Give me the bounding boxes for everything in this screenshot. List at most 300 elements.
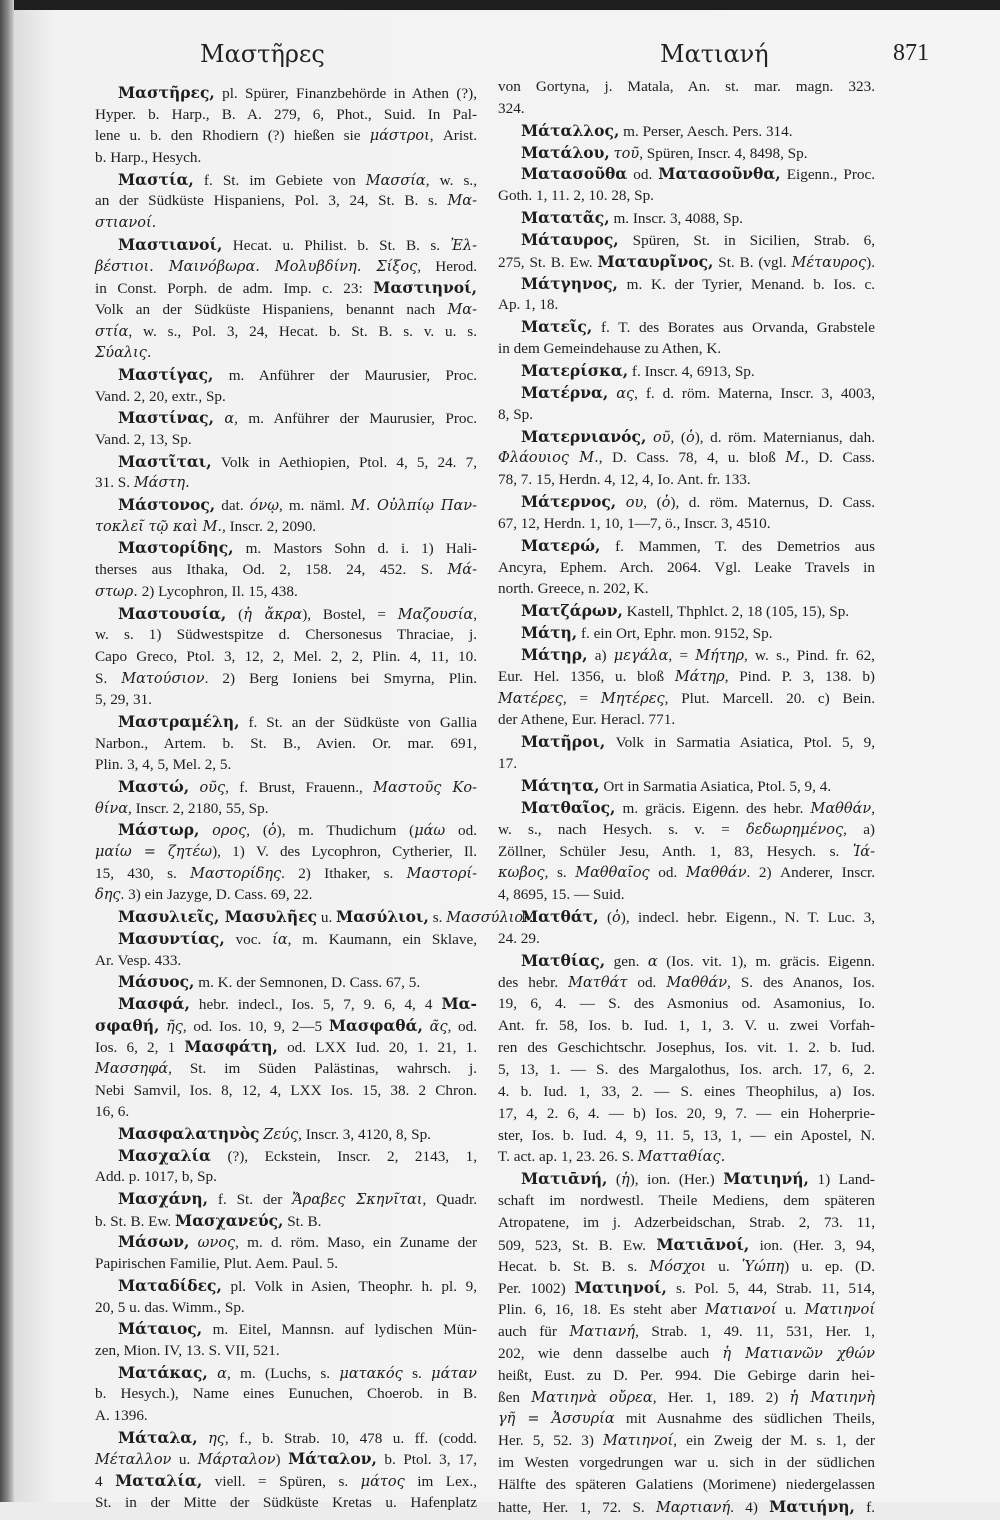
text-line bbox=[95, 429, 477, 451]
body-text: b. Hesych.), Name eines Eunuchen, Choerob. in B. bbox=[95, 1385, 477, 1403]
headword: Μα- bbox=[441, 993, 477, 1013]
body-text: Atropatene, im j. Adzerbeidschan, Strab. 2, 73. 11, bbox=[498, 1213, 875, 1231]
body-text: 67, 12, Herdn. 1, 10, 1—7, ö., Inscr. 3, 4510. bbox=[498, 514, 771, 532]
text-line bbox=[498, 1408, 875, 1430]
text-line bbox=[95, 1448, 477, 1470]
body-text: 2) Lycophron, Il. 15, 438. bbox=[137, 582, 298, 600]
text-line bbox=[95, 1101, 477, 1123]
text-line bbox=[498, 1256, 875, 1278]
text-line bbox=[498, 1277, 875, 1299]
greek-italic-text: Μ. Οὐλπίῳ Παν- bbox=[350, 498, 477, 515]
headword: Ματθαῖος, bbox=[521, 797, 616, 817]
text-line bbox=[498, 294, 875, 316]
headword: Μαστῆρες, bbox=[118, 83, 215, 102]
body-text: w. s. 1) Südwestspitze d. Chersonesus Thraciae, j. bbox=[95, 626, 477, 644]
text-line bbox=[95, 472, 477, 494]
text-line bbox=[498, 1059, 875, 1081]
body-text: , m. (Luchs, s. bbox=[226, 1364, 340, 1382]
body-text: , w. s., bbox=[425, 171, 477, 189]
body-text: 509, 523, St. B. Ew. bbox=[498, 1236, 657, 1254]
body-text: ), d. röm. Maternianus, dah. bbox=[694, 428, 875, 446]
body-text: , Inscr. 3, 4120, 8, Sp. bbox=[298, 1126, 431, 1143]
greek-italic-text: τοῦ bbox=[613, 145, 640, 162]
greek-italic-text: Μαζουσία bbox=[397, 606, 474, 623]
greek-italic-text: Ἐλ- bbox=[450, 237, 477, 254]
body-text: (Ios. vit. 1), m. gräcis. Eigenn. bbox=[657, 952, 875, 970]
body-text: , Spüren, Inscr. 4, 8498, Sp. bbox=[639, 144, 808, 162]
text-line bbox=[498, 644, 875, 666]
body-text: 31. S. bbox=[95, 474, 134, 492]
greek-italic-text: μεγάλα bbox=[613, 647, 669, 664]
greek-italic-text: Ὑώπη bbox=[741, 1258, 785, 1275]
greek-italic-text: τοκλεῖ τῷ καὶ Μ. bbox=[95, 518, 223, 535]
greek-italic-text: στιανοί. bbox=[95, 215, 157, 232]
body-text: f. Mammen, T. des Demetrios aus bbox=[600, 537, 875, 555]
text-line bbox=[498, 535, 875, 557]
text-line bbox=[95, 1015, 477, 1037]
text-line bbox=[95, 190, 477, 212]
text-line bbox=[95, 1492, 477, 1514]
greek-italic-text: Μάτηρ bbox=[674, 668, 725, 685]
text-line bbox=[498, 753, 875, 775]
text-line bbox=[498, 1037, 875, 1059]
body-text bbox=[616, 494, 626, 511]
headword: Μασυλιεῖς, Μασυλῆες bbox=[118, 907, 318, 927]
greek-italic-text: Μαθθάν bbox=[666, 974, 728, 991]
body-text: gen. bbox=[605, 952, 648, 970]
body-text: hatte, Her. 1, 72. S. bbox=[498, 1498, 656, 1516]
body-text: , Quadr. bbox=[422, 1191, 477, 1209]
greek-italic-text: μάω bbox=[414, 823, 446, 840]
body-text: 4, 8695, 15. — Suid. bbox=[498, 886, 625, 904]
text-line bbox=[498, 447, 875, 469]
headword: Μάτητα, bbox=[521, 776, 600, 795]
text-line bbox=[498, 1474, 875, 1496]
body-text: ) u. ep. (D. bbox=[784, 1257, 876, 1275]
greek-italic-text: Ματιανή bbox=[569, 1324, 636, 1341]
text-line bbox=[498, 185, 875, 207]
greek-italic-text: Ματούσιον bbox=[121, 670, 205, 687]
greek-italic-text: Ἄραβες Σκηνῖται bbox=[292, 1192, 423, 1209]
text-line bbox=[498, 426, 875, 448]
body-text: , ( bbox=[670, 428, 686, 446]
text-line bbox=[95, 798, 477, 820]
body-text: A. 1396. bbox=[95, 1406, 148, 1424]
text-line bbox=[95, 234, 477, 256]
headword: Ματθίας, bbox=[521, 950, 606, 970]
text-line bbox=[498, 1015, 875, 1037]
body-text bbox=[199, 822, 212, 839]
body-text: ) bbox=[275, 1451, 289, 1469]
text-line bbox=[498, 1452, 875, 1474]
body-text: heißt, Eust. zu D. Per. 994. Die Gebirge darin hei- bbox=[498, 1366, 875, 1384]
body-text: , w. s., Pol. 3, 24, Hecat. b. St. B. s. v. u. s. bbox=[128, 322, 477, 340]
body-text: b. St. B. Ew. bbox=[95, 1212, 176, 1230]
greek-italic-text: στωρ. bbox=[95, 583, 138, 600]
body-text: f. T. des Borates aus Orvanda, Grabstele bbox=[592, 319, 875, 337]
greek-italic-text: μάτος bbox=[360, 1474, 405, 1490]
text-line bbox=[498, 513, 875, 535]
text-line bbox=[498, 1190, 875, 1212]
greek-italic-text: ἡ Ματιανῶν χθών bbox=[722, 1345, 875, 1362]
body-text: T. act. ap. 1, 23. 26. S. bbox=[498, 1148, 638, 1166]
headword: Μασχαλία bbox=[118, 1145, 211, 1165]
body-text: von Gortyna, j. Matala, An. st. mar. magn. 323. bbox=[498, 78, 875, 95]
greek-italic-text: Μάστη. bbox=[133, 475, 190, 492]
body-text: Her. 5, 52. 3) bbox=[498, 1432, 603, 1450]
greek-italic-text: δης bbox=[95, 887, 121, 904]
text-line bbox=[95, 104, 477, 126]
headword: Μασχανεύς, bbox=[175, 1210, 284, 1230]
text-line bbox=[95, 321, 477, 343]
body-text: , D. Cass. 78, 4, u. bloß bbox=[598, 449, 786, 467]
greek-italic-text: Μέταλλον bbox=[95, 1452, 172, 1469]
text-line bbox=[498, 316, 875, 338]
text-line bbox=[95, 581, 477, 603]
body-text: f. Inscr. 4, 6913, Sp. bbox=[628, 362, 755, 380]
greek-italic-text: Ματιηνοί bbox=[602, 1433, 674, 1450]
body-text: , s. bbox=[544, 864, 576, 882]
text-line bbox=[95, 1362, 477, 1384]
text-line bbox=[498, 709, 875, 731]
greek-italic-text: α bbox=[647, 953, 658, 970]
text-line bbox=[95, 1231, 477, 1253]
body-text: , f. Brust, Frauenn., bbox=[225, 779, 374, 796]
text-line bbox=[95, 212, 477, 234]
body-text: u. bbox=[706, 1257, 742, 1275]
body-text: f. St. im Gebiete von bbox=[193, 171, 366, 189]
text-line bbox=[498, 1365, 875, 1387]
body-text: Goth. 1, 11. 2, 10. 28, Sp. bbox=[498, 187, 654, 205]
body-text: Capo Greco, Ptol. 3, 12, 2, Mel. 2, 2, Plin. 4, 11, 10. bbox=[95, 647, 477, 665]
text-line bbox=[95, 147, 477, 169]
body-text: , bbox=[473, 605, 478, 623]
greek-italic-text: μάστροι bbox=[369, 128, 430, 145]
greek-italic-text: Μαθθαῖος bbox=[575, 865, 650, 882]
greek-italic-text: Ματταθίας. bbox=[637, 1149, 726, 1166]
text-line bbox=[95, 277, 477, 299]
body-text: pl. Spürer, Finanzbehörde in Athen (?), bbox=[214, 85, 477, 102]
greek-italic-text: Μαστορί- bbox=[406, 865, 477, 882]
text-line bbox=[95, 711, 477, 733]
body-text: des hebr. bbox=[498, 973, 569, 991]
body-text: ), ion. (Her.) bbox=[629, 1171, 724, 1189]
body-text: , m. d. röm. Maso, ein Zuname der bbox=[235, 1234, 477, 1252]
body-text: f. St. der bbox=[208, 1191, 293, 1209]
body-text: in dem Gemeindehause zu Athen, K. bbox=[498, 340, 722, 358]
body-text: 78, 7. 15, Herdn. 4, 12, 4, Io. Ant. fr. 133. bbox=[498, 471, 751, 489]
body-text: viell. = Spüren, s. bbox=[202, 1473, 361, 1490]
headword: Ματασοῦνθα, bbox=[658, 164, 781, 184]
body-text: in Const. Porph. de adm. Imp. c. 23: bbox=[95, 280, 374, 298]
text-line bbox=[95, 516, 477, 538]
greek-italic-text: Μά- bbox=[447, 562, 477, 579]
headword: Μάσυος, bbox=[118, 972, 195, 992]
headword: Ματάκας, bbox=[118, 1362, 208, 1382]
body-text: voc. bbox=[224, 930, 273, 948]
page-number: 871 bbox=[893, 40, 929, 66]
greek-italic-text: βέστιοι. Μαινόβωρα. Μολυβδίνη. Σίξος bbox=[95, 258, 418, 275]
body-text: Volk an der Südküste Hispaniens, benannt nach bbox=[95, 300, 448, 318]
headword: Ματιηνοί, bbox=[574, 1278, 667, 1298]
greek-italic-text: ὁ bbox=[685, 429, 695, 446]
body-text: 16, 6. bbox=[95, 1103, 130, 1121]
body-text: , Strab. 1, 49. 11, 531, Her. 1, bbox=[635, 1323, 875, 1341]
body-text: Plin. 3, 4, 5, Mel. 2, 5. bbox=[95, 756, 232, 774]
greek-italic-text: στία bbox=[95, 323, 129, 340]
text-line bbox=[498, 557, 875, 579]
body-text: m. K. der Tyrier, Menand. b. Ios. c. bbox=[617, 275, 875, 293]
text-line bbox=[498, 360, 875, 382]
text-line bbox=[498, 382, 875, 404]
greek-italic-text: όνῳ bbox=[249, 498, 280, 515]
text-line bbox=[498, 775, 875, 797]
text-line bbox=[498, 1081, 875, 1103]
text-line bbox=[498, 469, 875, 491]
body-text: , Herod. bbox=[417, 257, 477, 275]
body-text bbox=[214, 410, 224, 427]
body-text: ), d. röm. Maternus, D. Cass. bbox=[670, 494, 876, 512]
greek-italic-text: Ματέρες bbox=[498, 690, 563, 707]
body-text: Ort in Sarmatia Asiatica, Ptol. 5, 9, 4. bbox=[599, 778, 832, 795]
body-text: therses aus Ithaka, Od. 2, 158. 24, 452. S. bbox=[95, 561, 448, 579]
body-text: , ( bbox=[643, 494, 662, 512]
body-text: Per. 1002) bbox=[498, 1280, 575, 1298]
greek-italic-text: Μ. bbox=[785, 450, 805, 467]
headword: Ματθάτ, bbox=[521, 907, 599, 927]
text-line bbox=[498, 273, 875, 295]
text-line bbox=[498, 1146, 875, 1168]
greek-italic-text: Μασσύλιοι. bbox=[446, 910, 534, 927]
greek-italic-text: Σύαλις. bbox=[95, 345, 152, 362]
body-text: Kastell, Thphlct. 2, 18 (105, 15), Sp. bbox=[622, 603, 850, 621]
body-text: 19, 6, 4. — S. des Asmonius od. Asamonius, Io. bbox=[498, 995, 875, 1013]
greek-italic-text: α bbox=[224, 411, 235, 428]
body-text: Eigenn., Proc. bbox=[780, 166, 876, 184]
text-line bbox=[498, 491, 875, 513]
text-line bbox=[95, 342, 477, 364]
greek-italic-text: Μα- bbox=[447, 193, 477, 210]
greek-italic-text: ὁ bbox=[612, 910, 621, 927]
greek-italic-text: Μητέρες bbox=[600, 690, 665, 707]
text-line bbox=[95, 646, 477, 668]
text-line bbox=[95, 364, 477, 386]
body-text: ßen bbox=[498, 1388, 532, 1406]
greek-italic-text: ἡ bbox=[621, 1172, 630, 1189]
body-text: od. bbox=[649, 864, 686, 882]
headword: Μαστίγας, bbox=[118, 364, 214, 384]
body-text: St. B. (vgl. bbox=[713, 253, 792, 271]
body-text: 15, 430, s. bbox=[95, 864, 191, 882]
body-text: , a) bbox=[843, 820, 875, 838]
body-text: , w. s., Pind. fr. 62, bbox=[744, 646, 875, 664]
body-text: schaft im nordwestl. Theile Mediens, dem späteren bbox=[498, 1192, 875, 1210]
body-text: Plin. 6, 16, 18. Es steht aber bbox=[498, 1301, 706, 1319]
text-line bbox=[95, 1318, 477, 1340]
body-text: s. bbox=[428, 909, 447, 927]
greek-italic-text: α bbox=[217, 1365, 227, 1382]
headword: σφαθή, bbox=[95, 1015, 160, 1035]
headword: Μάτη, bbox=[521, 623, 578, 643]
body-text: . 3) ein Jazyge, D. Cass. 69, 22. bbox=[120, 886, 313, 904]
body-text: Vand. 2, 20, extr., Sp. bbox=[95, 387, 226, 405]
greek-italic-text: θίνα bbox=[95, 800, 129, 817]
body-text: ster, Ios. b. Iud. 4, 9, 11. 5, 13, 1, — ein Apostel, N. bbox=[498, 1126, 875, 1144]
body-text: mit Ausnahme des südlichen Theils, bbox=[614, 1410, 875, 1428]
text-line bbox=[95, 1405, 477, 1427]
body-text: , ( bbox=[246, 822, 268, 840]
body-text: im Lex., bbox=[404, 1473, 477, 1490]
headword: Μάσων, bbox=[118, 1232, 190, 1252]
body-text: m. gräcis. Eigenn. des hebr. bbox=[615, 799, 811, 817]
headword: Ματασοῦθα bbox=[521, 164, 628, 184]
body-text: . 2) Anderer, Inscr. bbox=[746, 864, 875, 882]
body-text: north. Greece, n. 202, K. bbox=[498, 580, 649, 598]
body-text: 8, Sp. bbox=[498, 405, 534, 423]
text-line bbox=[95, 971, 477, 993]
headword: Μαστραμέλη, bbox=[118, 711, 240, 731]
headword: Μάταλον, bbox=[288, 1449, 377, 1469]
body-text: , m. Kaumann, ein Sklave, bbox=[287, 930, 477, 948]
text-line bbox=[498, 1321, 875, 1343]
headword: Ματαλία, bbox=[115, 1471, 203, 1490]
body-text: Ar. Vesp. 433. bbox=[95, 951, 182, 969]
body-text: ), m. Thudichum ( bbox=[276, 822, 415, 840]
text-line bbox=[498, 1168, 875, 1190]
text-line bbox=[95, 1080, 477, 1102]
body-text: Papirischen Familie, Plut. Aem. Paul. 5. bbox=[95, 1255, 338, 1273]
headword: Ματιηνή, bbox=[723, 1169, 809, 1189]
greek-italic-text: Ματιηνοί bbox=[804, 1302, 876, 1319]
text-line bbox=[498, 578, 875, 600]
text-line bbox=[95, 668, 477, 690]
greek-italic-text: ὁ bbox=[267, 823, 277, 840]
text-line bbox=[498, 1299, 875, 1321]
text-line bbox=[498, 338, 875, 360]
text-line bbox=[95, 906, 534, 928]
headword: Μαστώ, bbox=[118, 777, 190, 796]
body-text bbox=[208, 1365, 217, 1382]
body-text: od. bbox=[627, 973, 667, 991]
body-text: 324. bbox=[498, 99, 525, 117]
body-text: ( bbox=[607, 1171, 621, 1189]
greek-italic-text: ωνος bbox=[197, 1235, 236, 1252]
text-line bbox=[95, 1275, 477, 1297]
text-line bbox=[498, 1234, 875, 1256]
body-text: , f., b. Strab. 10, 478 u. ff. (codd. bbox=[224, 1429, 478, 1447]
headword: Μάταλλος, bbox=[521, 120, 620, 140]
text-line bbox=[95, 1340, 477, 1362]
headword: Μάτηρ, bbox=[521, 644, 588, 664]
body-text: Hecat. u. Philist. b. St. B. s. bbox=[222, 236, 451, 254]
headword: Ματέρνα, bbox=[521, 382, 609, 402]
body-text: Add. p. 1017, b, Sp. bbox=[95, 1168, 217, 1186]
body-text: Narbon., Artem. b. St. B., Avien. Or. mar. 691, bbox=[95, 734, 477, 752]
headword: Μάτερνος, bbox=[521, 492, 617, 512]
body-text: s. bbox=[402, 1364, 432, 1382]
headword: Μάτγηνος, bbox=[521, 273, 618, 293]
greek-italic-text: Μάρταλον bbox=[197, 1452, 276, 1469]
headword: Ματζάρων, bbox=[521, 601, 623, 621]
headword: Μάταιος, bbox=[118, 1319, 203, 1339]
text-line bbox=[95, 1058, 477, 1080]
text-line bbox=[95, 82, 477, 104]
body-text bbox=[189, 779, 199, 796]
body-text: Zöllner, Schüler Jesu, Anth. 1, 83, Hesych. s. bbox=[498, 842, 853, 860]
body-text: u. bbox=[317, 909, 337, 927]
body-text: , St. im Süden Palästinas, wahrsch. j. bbox=[168, 1059, 477, 1077]
body-text: 1) Land- bbox=[808, 1171, 875, 1189]
text-line bbox=[498, 1125, 875, 1147]
body-text: b. Ptol. 3, 17, bbox=[376, 1451, 478, 1469]
text-line bbox=[498, 76, 875, 98]
headword: Μασυντίας, bbox=[118, 928, 225, 948]
text-line bbox=[498, 120, 875, 142]
body-text: , = bbox=[668, 646, 696, 664]
headword: Μαστιανοί, bbox=[118, 234, 223, 254]
body-text: der Athene, Eur. Heracl. 771. bbox=[498, 711, 676, 729]
text-line bbox=[95, 733, 477, 755]
text-line bbox=[498, 163, 875, 185]
text-line bbox=[498, 404, 875, 426]
text-line bbox=[498, 229, 875, 251]
body-text: f. St. an der Südküste von Gallia bbox=[239, 713, 477, 731]
headword: Ματάλου, bbox=[521, 142, 610, 162]
body-text bbox=[423, 1018, 430, 1035]
headword: Ματαυρῖνος, bbox=[597, 251, 714, 271]
body-text: ion. (Her. 3, 94, bbox=[749, 1236, 875, 1254]
text-line bbox=[498, 1212, 875, 1234]
text-line bbox=[498, 731, 875, 753]
text-line bbox=[498, 207, 875, 229]
body-text: , Plut. Marcell. 20. c) Bein. bbox=[664, 689, 876, 707]
greek-italic-text: ου bbox=[625, 495, 644, 512]
body-text: 202, wie denn dasselbe auch bbox=[498, 1344, 723, 1362]
text-line bbox=[498, 1496, 875, 1518]
headword: Ματῆροι, bbox=[521, 732, 606, 752]
text-line bbox=[95, 494, 477, 516]
body-text: Spüren, St. in Sicilien, Strab. 6, bbox=[618, 231, 875, 249]
text-line bbox=[498, 622, 875, 644]
text-line bbox=[498, 1343, 875, 1365]
body-text: ), indecl. hebr. Eigenn., N. T. Luc. 3, bbox=[620, 909, 875, 927]
greek-italic-text: Μα- bbox=[447, 301, 477, 318]
headword: Μασφαλατηνὸς bbox=[118, 1124, 260, 1143]
headword: Ματερνιανός, bbox=[521, 426, 647, 446]
body-text: . 2) Ithaker, s. bbox=[281, 864, 407, 882]
body-text bbox=[189, 1234, 197, 1251]
greek-italic-text: ματακός bbox=[339, 1365, 403, 1382]
headword: Μασύλιοι, bbox=[336, 907, 429, 927]
text-line bbox=[95, 537, 477, 559]
running-head-left: Μαστῆρες bbox=[200, 40, 325, 68]
body-text: im Westen vorgedrungen war u. sich in der südlichen bbox=[498, 1454, 875, 1472]
body-text: Hecat. b. St. B. s. bbox=[498, 1257, 650, 1275]
body-text: f. ein Ort, Ephr. mon. 9152, Sp. bbox=[577, 625, 773, 643]
text-line bbox=[95, 1383, 477, 1405]
greek-italic-text: Μαρτιανή bbox=[656, 1499, 731, 1516]
body-text: S. bbox=[95, 669, 122, 687]
body-text: m. Mastors Sohn d. i. 1) Hali- bbox=[233, 540, 477, 558]
greek-italic-text: Μασσηφά bbox=[95, 1060, 169, 1077]
headword: Ματερώ, bbox=[521, 535, 601, 555]
greek-italic-text: Ματθάτ bbox=[568, 974, 628, 991]
body-text: , = bbox=[562, 689, 601, 707]
headword: Ματερίσκα, bbox=[521, 360, 629, 380]
greek-italic-text: κωβος bbox=[498, 865, 545, 882]
greek-italic-text: Μαθθάν bbox=[810, 800, 872, 817]
body-text: , Her. 1, 189. 2) bbox=[652, 1388, 790, 1406]
